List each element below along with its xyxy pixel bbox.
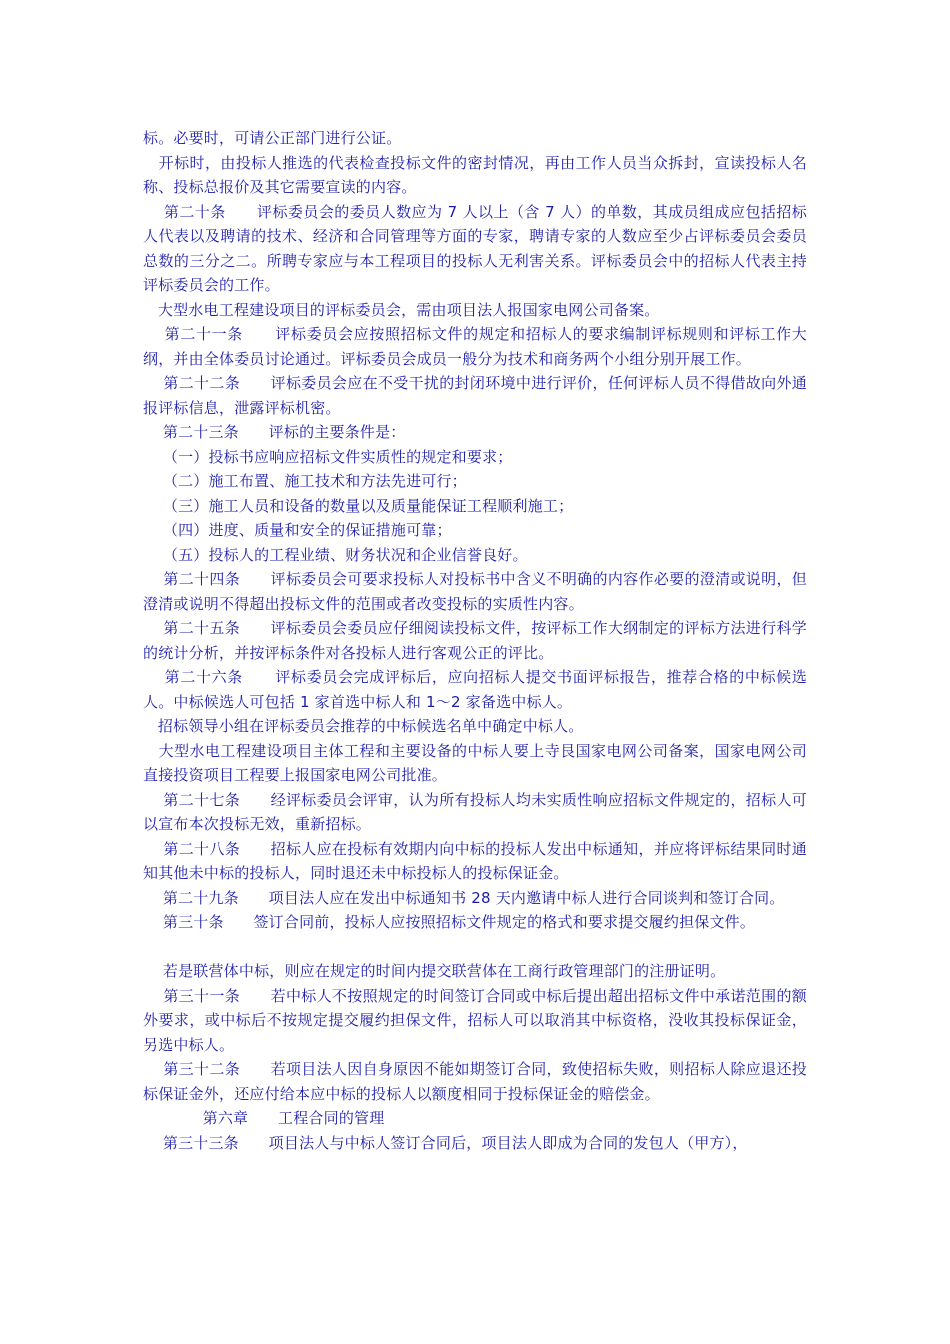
article-27: 第二十七条 经评标委员会评审，认为所有投标人均未实质性响应招标文件规定的，招标人可以宣布本次投标无效，重新招标。 xyxy=(143,790,807,833)
paragraph: 标。必要时，可请公正部门进行公证。 xyxy=(143,129,402,147)
blank-line xyxy=(143,935,807,960)
article-22: 第二十二条 评标委员会应在不受干扰的封闭环境中进行评价，任何评标人员不得借故向外通报评标信息，泄露评标机密。 xyxy=(143,374,807,417)
article-30: 第三十条 签订合同前，投标人应按照招标文件规定的格式和要求提交履约担保文件。 xyxy=(143,913,756,931)
list-item: （三）施工人员和设备的数量以及质量能保证工程顺利施工； xyxy=(143,496,574,515)
article-33: 第三十三条 项目法人与中标人签订合同后，项目法人即成为合同的发包人（甲方）， xyxy=(143,1133,748,1152)
list-item: （五）投标人的工程业绩、财务状况和企业信誉良好。 xyxy=(143,545,528,564)
article-23: 第二十三条 评标的主要条件是： xyxy=(143,423,406,441)
list-item: （二）施工布置、施工技术和方法先进可行； xyxy=(143,472,467,490)
paragraph: 招标领导小组在评标委员会推荐的中标候选名单中确定中标人。 xyxy=(143,717,584,735)
article-21: 第二十一条 评标委员会应按照招标文件的规定和招标人的要求编制评标规则和评标工作大纲，并由全体委员讨论通过。评标委员会成员一般分为技术和商务两个小组分别开展工作。 xyxy=(143,325,807,368)
article-24: 第二十四条 评标委员会可要求投标人对投标书中含义不明确的内容作必要的澄清或说明，但澄清或说明不得超出投标文件的范围或者改变投标的实质性内容。 xyxy=(143,570,807,613)
paragraph: 大型水电工程建设项目主体工程和主要设备的中标人要上寺艮国家电网公司备案，国家电网公司直接投资项目工程要上报国家电网公司批准。 xyxy=(143,741,808,784)
document-body xyxy=(143,126,807,1155)
paragraph: 大型水电工程建设项目的评标委员会，需由项目法人报国家电网公司备案。 xyxy=(143,300,660,319)
paragraph: 若是联营体中标，则应在规定的时间内提交联营体在工商行政管理部门的注册证明。 xyxy=(143,962,726,980)
article-26: 第二十六条 评标委员会完成评标后，应向招标人提交书面评标报告，推荐合格的中标候选人。中标候选人可包括 1 家首选中标人和 1～2 家备选中标人。 xyxy=(143,668,807,711)
list-item: （四）进度、质量和安全的保证措施可靠； xyxy=(143,521,452,539)
article-20: 第二十条 评标委员会的委员人数应为 7 人以上（含 7 人）的单数，其成员组成应包括招标人代表以及聘请的技术、经济和合同管理等方面的专家，聘请专家的人数应至少占评标委员会委员总数的三分之二。所聘专家应与本工程项目的投标人无利害关系。评标委员会中的招标人代表主持评标委员会的工作。 xyxy=(143,202,808,294)
paragraph: 开标时，由投标人推选的代表检查投标文件的密封情况，再由工作人员当众拆封，宣读投标人名称、投标总报价及其它需要宣读的内容。 xyxy=(143,153,808,196)
article-32: 第三十二条 若项目法人因自身原因不能如期签订合同，致使招标失败，则招标人除应退还投标保证金外，还应付给本应中标的投标人以额度相同于投标保证金的赔偿金。 xyxy=(143,1060,807,1103)
article-28: 第二十八条 招标人应在投标有效期内向中标的投标人发出中标通知，并应将评标结果同时通知其他未中标的投标人，同时退还未中标投标人的投标保证金。 xyxy=(143,839,807,882)
article-31: 第三十一条 若中标人不按照规定的时间签订合同或中标后提出超出招标文件中承诺范围的额外要求，或中标后不按规定提交履约担保文件，招标人可以取消其中标资格，没收其投标保证金，另选中标人。 xyxy=(143,986,807,1054)
article-29: 第二十九条 项目法人应在发出中标通知书 28 天内邀请中标人进行合同谈判和签订合同。 xyxy=(143,888,785,907)
chapter-heading: 第六章 工程合同的管理 xyxy=(143,1109,385,1127)
article-25: 第二十五条 评标委员会委员应仔细阅读投标文件，按评标工作大纲制定的评标方法进行科学的统计分析，并按评标条件对各投标人进行客观公正的评比。 xyxy=(143,619,807,662)
list-item: （一）投标书应响应招标文件实质性的规定和要求； xyxy=(143,447,513,466)
